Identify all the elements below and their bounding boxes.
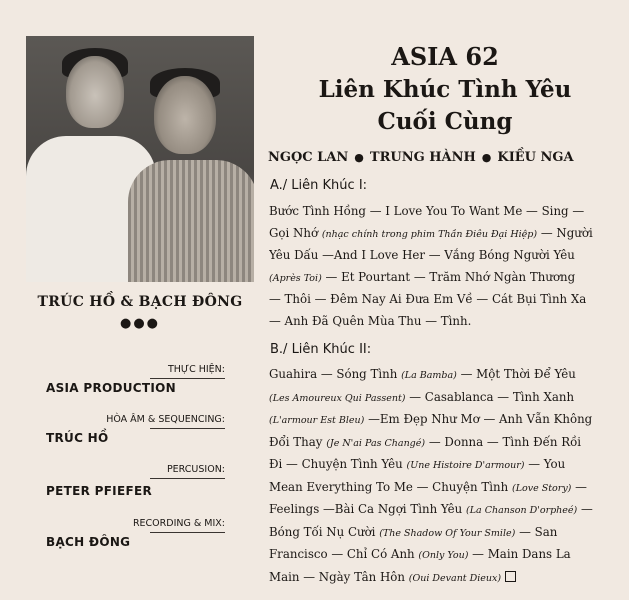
artist-right-figure bbox=[128, 160, 254, 282]
track-text: — Anh Đã Quên Mùa Thu — Tình. bbox=[269, 313, 472, 328]
track-text: Mean Everything To Me — Chuyện Tình bbox=[269, 479, 512, 494]
bullet-separator: ● bbox=[481, 151, 492, 164]
track-note: (Une Histoire D'armour) bbox=[406, 460, 525, 471]
end-mark-icon bbox=[505, 571, 516, 582]
artists-dots: ●●● bbox=[119, 316, 161, 331]
track-line bbox=[269, 289, 621, 311]
singer-name: NGỌC LAN bbox=[268, 150, 349, 165]
track-text: — Một Thời Để Yêu bbox=[456, 367, 576, 381]
credit-value-recording: BẠCH ĐÔNG bbox=[46, 535, 131, 549]
track-line bbox=[269, 245, 621, 267]
track-text: Gọi Nhớ bbox=[269, 225, 322, 240]
singers-line bbox=[268, 150, 574, 165]
track-line bbox=[269, 311, 621, 333]
track-text: — Donna — Tình Đến Rồi bbox=[425, 434, 582, 449]
track-text: — bbox=[577, 502, 593, 516]
artist-left-face bbox=[66, 56, 124, 128]
credit-label-recording: RECORDING & MIX: bbox=[132, 518, 225, 529]
credit-value-percussion: PETER PFIEFER bbox=[46, 484, 152, 498]
album-title-line2: Cuối Cùng bbox=[377, 108, 513, 135]
track-text: Đổi Thay bbox=[269, 434, 327, 449]
singer-name: KIỀU NGA bbox=[497, 150, 574, 165]
credit-divider bbox=[150, 532, 225, 533]
track-line bbox=[269, 567, 621, 590]
track-text: Đi — Chuyện Tình Yêu bbox=[269, 457, 407, 471]
track-line bbox=[269, 409, 621, 432]
track-text: — Et Pourtant — Trăm Nhớ Ngàn Thương bbox=[321, 269, 576, 284]
track-text: Bước Tình Hồng — I Love You To Want Me — Sing — bbox=[269, 204, 585, 218]
track-note: (Les Amoureux Qui Passent) bbox=[269, 392, 406, 404]
track-note: (L'armour Est Bleu) bbox=[269, 415, 365, 426]
track-text: — Casablanca — Tình Xanh bbox=[405, 389, 575, 404]
track-line bbox=[269, 499, 621, 522]
track-line bbox=[269, 387, 621, 410]
track-note: (nhạc chính trong phim Thần Điêu Đại Hiệp) bbox=[321, 228, 538, 240]
track-line bbox=[269, 223, 621, 246]
album-code: ASIA 62 bbox=[391, 42, 499, 71]
credit-divider bbox=[150, 378, 225, 379]
track-text: — Thôi — Đêm Nay Ai Đưa Em Về — Cát Bụi Tình Xa bbox=[269, 292, 587, 306]
track-note: (La Chanson D'orpheé) bbox=[466, 505, 578, 516]
track-list-medley-1 bbox=[269, 201, 621, 332]
track-text: Bóng Tối Nụ Cười bbox=[269, 524, 380, 539]
credit-value-arrangement: TRÚC HỒ bbox=[46, 431, 109, 445]
track-text: — Main Dans La bbox=[468, 547, 571, 561]
track-text: Guahira — Sóng Tình bbox=[269, 367, 402, 381]
track-note: (Je N'ai Pas Changé) bbox=[326, 437, 426, 449]
track-text: — bbox=[571, 479, 587, 494]
singer-name: TRUNG HÀNH bbox=[369, 150, 476, 165]
track-note: (Après Toi) bbox=[269, 272, 322, 284]
track-note: (The Shadow Of Your Smile) bbox=[379, 527, 516, 539]
track-line bbox=[269, 454, 621, 477]
track-text: Main — Ngày Tân Hôn bbox=[269, 569, 409, 584]
track-note: (Only You) bbox=[418, 550, 469, 561]
track-line bbox=[269, 364, 621, 387]
track-line bbox=[269, 201, 621, 223]
track-line bbox=[269, 477, 621, 500]
track-text: — You bbox=[524, 457, 566, 471]
track-line bbox=[269, 267, 621, 290]
track-line bbox=[269, 432, 621, 455]
track-text: Feelings —Bài Ca Ngợi Tình Yêu bbox=[269, 502, 467, 516]
section-heading-medley-1: A./ Liên Khúc I: bbox=[270, 178, 368, 193]
section-heading-medley-2: B./ Liên Khúc II: bbox=[270, 342, 372, 357]
credit-divider bbox=[150, 478, 225, 479]
track-note: (Oui Devant Dieux) bbox=[408, 572, 502, 584]
artists-name: TRÚC HỒ & BẠCH ĐÔNG bbox=[37, 294, 243, 310]
credit-label-arrangement: HÒA ÂM & SEQUENCING: bbox=[106, 414, 225, 425]
track-text: — San bbox=[515, 524, 558, 539]
artist-photo bbox=[26, 36, 254, 282]
track-line bbox=[269, 544, 621, 567]
credit-value-production: ASIA PRODUCTION bbox=[46, 381, 177, 395]
track-note: (La Bamba) bbox=[401, 370, 457, 381]
artist-right-face bbox=[154, 76, 216, 154]
credit-label-production: THỰC HIỆN: bbox=[167, 364, 225, 375]
track-list-medley-2 bbox=[269, 364, 621, 589]
bullet-separator: ● bbox=[354, 151, 364, 164]
credit-label-percussion: PERCUSION: bbox=[166, 464, 225, 475]
track-line bbox=[269, 522, 621, 545]
album-title-line1: Liên Khúc Tình Yêu bbox=[318, 76, 572, 103]
track-text: Yêu Dấu —And I Love Her — Vắng Bóng Người Yêu bbox=[269, 248, 575, 262]
credit-divider bbox=[150, 428, 225, 429]
track-text: Francisco — Chỉ Có Anh bbox=[269, 547, 419, 561]
track-note: (Love Story) bbox=[511, 482, 572, 494]
track-text: —Em Đẹp Như Mơ — Anh Vẫn Không bbox=[364, 412, 593, 426]
track-text: — Người bbox=[537, 225, 593, 240]
